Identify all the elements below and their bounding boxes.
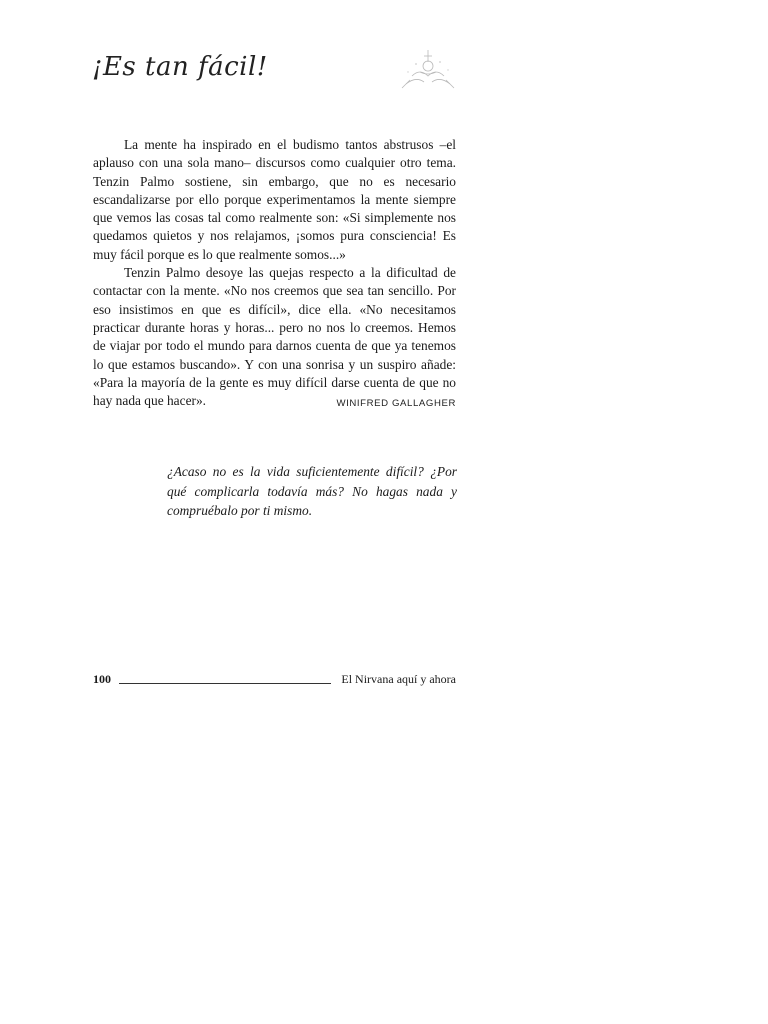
page-number: 100 [93, 672, 111, 686]
footer-rule [119, 683, 331, 684]
page-footer [93, 672, 456, 690]
chapter-title: ¡Es tan fácil! [92, 52, 268, 82]
ornament-icon [398, 46, 458, 90]
book-title: El Nirvana aquí y ahora [341, 672, 456, 686]
quote-text: ¿Acaso no es la vida suficientemente difícil? ¿Por qué complicarla todavía más? No hagas nada y compruébalo por ti mismo. [167, 464, 457, 518]
body-text [93, 136, 456, 410]
attribution: WINIFRED GALLAGHER [336, 398, 456, 409]
paragraph: La mente ha inspirado en el budismo tantos abstrusos –el aplauso con una sola mano– discursos como cualquier otro tema. Tenzin Palmo sostiene, sin embargo, que no es necesario escandalizarse por ello porque experimentamos la mente siempre que vemos las cosas tal como realmente son: «Si simplemente nos quedamos quietos y nos relajamos, ¡somos pura consciencia! Es muy fácil porque es lo que realmente somos...» [93, 137, 456, 262]
paragraph: Tenzin Palmo desoye las quejas respecto a la dificultad de contactar con la mente. «No nos creemos que sea tan sencillo. Por eso insistimos en que es difícil», dice ella. «No necesitamos practicar durante horas y horas... pero no nos lo creemos. Hemos de viajar por todo el mundo para darnos cuenta de que ya tenemos lo que estamos buscando». Y con una sonrisa y un suspiro añade: «Para la mayoría de la gente es muy difícil darse cuenta de que no hay nada que hacer». [93, 265, 456, 409]
